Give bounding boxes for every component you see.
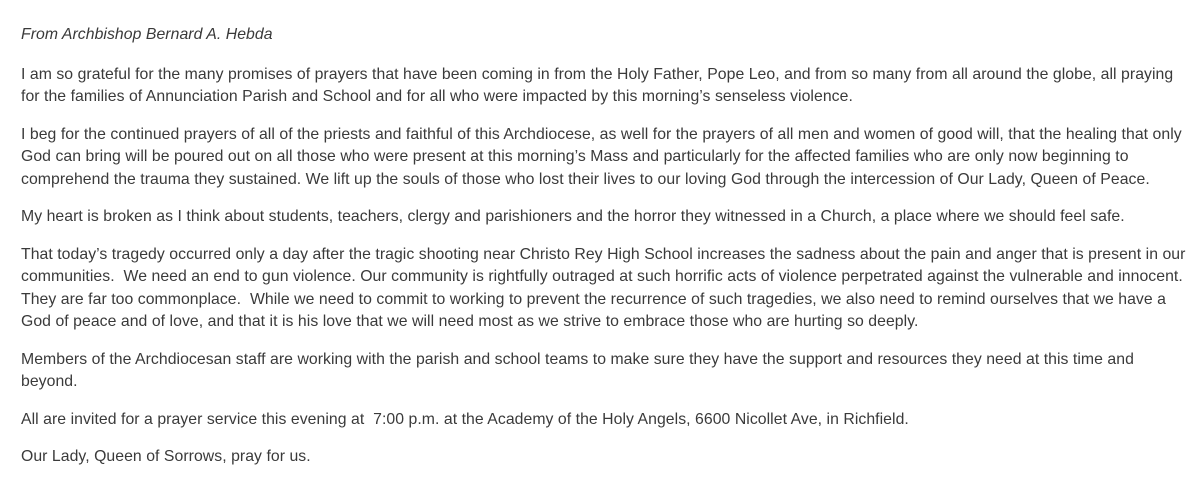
paragraph-staff-support: Members of the Archdiocesan staff are working with the parish and school teams to make sure they have the support and resources they need at this time and beyond. <box>21 350 1139 390</box>
paragraph-prayer-service: All are invited for a prayer service this evening at 7:00 p.m. at the Academy of the Holy Angels, 6600 Nicollet Ave, in Richfield. <box>21 410 909 428</box>
paragraph-heartbroken: My heart is broken as I think about students, teachers, clergy and parishioners and the horror they witnessed in a Church, a place where we should feel safe. <box>21 208 1125 225</box>
statement-document <box>21 24 1192 484</box>
paragraph-gun-violence: That today’s tragedy occurred only a day after the tragic shooting near Christo Rey High School increases the sadness about the pain and anger that is present in our communities. We need an end to gun violence. Our community is rightfully outraged at such horrific acts of violence perpetrated against the vulnerable and innocent. They are far too commonplace. While we need to commit to working to prevent the recurrence of such tragedies, we also need to remind ourselves that we have a God of peace and of love, and that it is his love that we will need most as we strive to embrace those who are hurting so deeply. <box>21 245 1192 330</box>
byline: From Archbishop Bernard A. Hebda <box>21 26 273 43</box>
paragraph-gratitude: I am so grateful for the many promises of prayers that have been coming in from the Holy Father, Pope Leo, and from so many from all around the globe, all praying for the families of Annunciation Parish and School and for all who were impacted by this morning’s senseless violence. <box>21 65 1178 105</box>
paragraph-prayer-request: I beg for the continued prayers of all of the priests and faithful of this Archdiocese, as well for the prayers of all men and women of good will, that the healing that only God can bring will be poured out on all those who were present at this morning’s Mass and particularly for the affected families who are only now beginning to comprehend the trauma they sustained. We lift up the souls of those who lost their lives to our loving God through the intercession of Our Lady, Queen of Peace. <box>21 125 1187 188</box>
paragraph-closing-prayer: Our Lady, Queen of Sorrows, pray for us. <box>21 448 311 465</box>
